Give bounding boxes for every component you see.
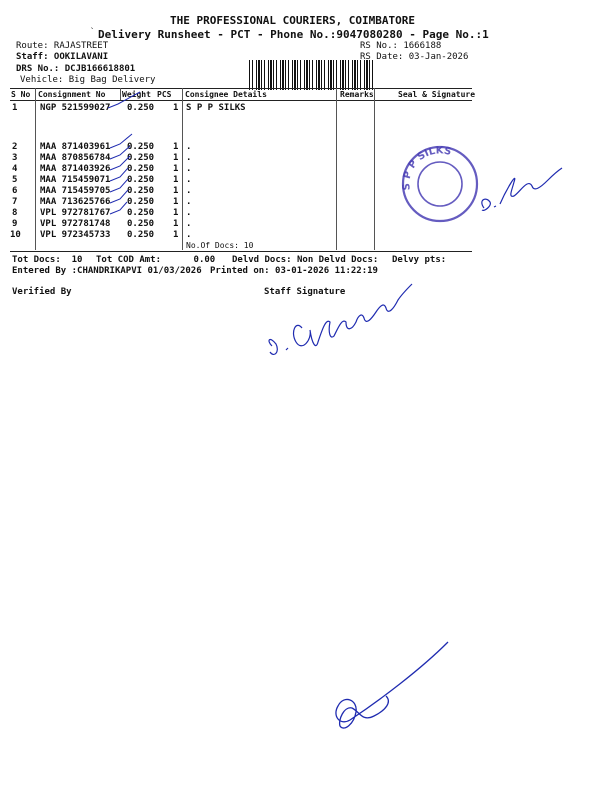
row-pcs: 1 <box>173 103 179 113</box>
staff-text: Staff: OOKILAVANI <box>16 52 109 62</box>
row-consignment: MAA 713625766 <box>40 197 111 207</box>
non-delivered-docs: Non Delvd Docs: <box>297 255 379 265</box>
col-pcs: PCS <box>157 90 172 99</box>
staff-signature <box>269 284 412 354</box>
row-consignee: . <box>186 153 192 163</box>
runsheet-subtitle: Delivery Runsheet - PCT - Phone No.:9047080280 - Page No.:1 <box>98 28 489 41</box>
row-sno: 3 <box>12 153 18 163</box>
row-consignment: MAA 871403926 <box>40 164 111 174</box>
row-pcs: 1 <box>173 208 179 218</box>
check-mark <box>108 92 140 108</box>
row-consignee: . <box>186 142 192 152</box>
check-marks <box>108 92 140 214</box>
row-weight: 0.250 <box>127 103 155 113</box>
verified-by-label: Verified By <box>12 287 72 297</box>
row-sno: 5 <box>12 175 18 185</box>
row-weight: 0.250 <box>127 230 155 240</box>
row-consignment: MAA 715459071 <box>40 175 111 185</box>
stamp-text: S P P SILKS <box>401 145 453 191</box>
row-weight: 0.250 <box>127 219 155 229</box>
company-name: THE PROFESSIONAL COURIERS, COIMBATORE <box>170 14 416 27</box>
row-consignee: . <box>186 175 192 185</box>
route-text: Route: RAJASTREET <box>16 41 109 51</box>
row-weight: 0.250 <box>127 164 155 174</box>
col-weight: Weight <box>122 90 151 99</box>
receiver-signature <box>482 168 562 210</box>
row-sno: 9 <box>12 219 18 229</box>
row-pcs: 1 <box>173 164 179 174</box>
delivery-points: Delvy pts: <box>392 255 447 265</box>
row-consignee: . <box>186 186 192 196</box>
row-consignment: VPL 972345733 <box>40 230 111 240</box>
row-sno: 10 <box>10 230 21 240</box>
tick-mark: ` <box>90 27 95 36</box>
drs-number: DRS No.: DCJB166618801 <box>16 64 136 74</box>
row-consignment: MAA 871403961 <box>40 142 111 152</box>
col-seal-signature: Seal & Signature <box>398 90 476 99</box>
col-consignment: Consignment No <box>38 90 106 99</box>
row-consignment: MAA 715459705 <box>40 186 111 196</box>
row-pcs: 1 <box>173 153 179 163</box>
no-of-docs: No.Of Docs: 10 <box>186 241 254 250</box>
row-sno: 7 <box>12 197 18 207</box>
check-mark <box>110 134 132 148</box>
row-weight: 0.250 <box>127 197 155 207</box>
row-pcs: 1 <box>173 219 179 229</box>
printed-on: Printed on: 03-01-2026 11:22:19 <box>210 266 378 276</box>
row-pcs: 1 <box>173 197 179 207</box>
row-sno: 4 <box>12 164 18 174</box>
row-weight: 0.250 <box>127 142 155 152</box>
row-sno: 1 <box>12 103 18 113</box>
row-sno: 6 <box>12 186 18 196</box>
row-consignee: . <box>186 164 192 174</box>
row-weight: 0.250 <box>127 153 155 163</box>
check-mark <box>110 202 127 214</box>
row-consignment: VPL 972781767 <box>40 208 111 218</box>
entered-by: Entered By :CHANDRIKAPVI 01/03/2026 <box>12 266 202 276</box>
row-consignment: NGP 521599027 <box>40 103 111 113</box>
row-pcs: 1 <box>173 230 179 240</box>
rs-date: RS Date: 03-Jan-2026 <box>360 52 469 62</box>
col-remarks: Remarks <box>340 90 374 99</box>
row-consignment: VPL 972781748 <box>40 219 111 229</box>
row-pcs: 1 <box>173 175 179 185</box>
row-sno: 8 <box>12 208 18 218</box>
check-mark <box>110 190 128 203</box>
verifier-signature <box>336 642 448 728</box>
row-sno: 2 <box>12 142 18 152</box>
row-consignee: S P P SILKS <box>186 103 246 113</box>
row-weight: 0.250 <box>127 208 155 218</box>
col-consignee: Consignee Details <box>185 90 267 99</box>
row-consignee: . <box>186 219 192 229</box>
row-consignee: . <box>186 208 192 218</box>
row-weight: 0.250 <box>127 175 155 185</box>
staff-signature-label: Staff Signature <box>264 287 346 297</box>
check-mark <box>110 146 130 159</box>
rs-number: RS No.: 1666188 <box>360 41 442 51</box>
row-weight: 0.250 <box>127 186 155 196</box>
row-pcs: 1 <box>173 142 179 152</box>
vehicle-text: Vehicle: Big Bag Delivery <box>20 75 156 85</box>
row-consignee: . <box>186 230 192 240</box>
total-docs: Tot Docs: 10 <box>12 255 83 265</box>
row-consignee: . <box>186 197 192 207</box>
col-sno: S No <box>11 90 31 99</box>
check-mark <box>110 168 128 181</box>
check-mark <box>110 179 128 192</box>
company-stamp <box>401 145 477 221</box>
row-consignment: MAA 870856784 <box>40 153 111 163</box>
delivered-docs: Delvd Docs: <box>232 255 292 265</box>
total-cod-amount: Tot COD Amt: 0.00 <box>96 255 216 265</box>
row-pcs: 1 <box>173 186 179 196</box>
